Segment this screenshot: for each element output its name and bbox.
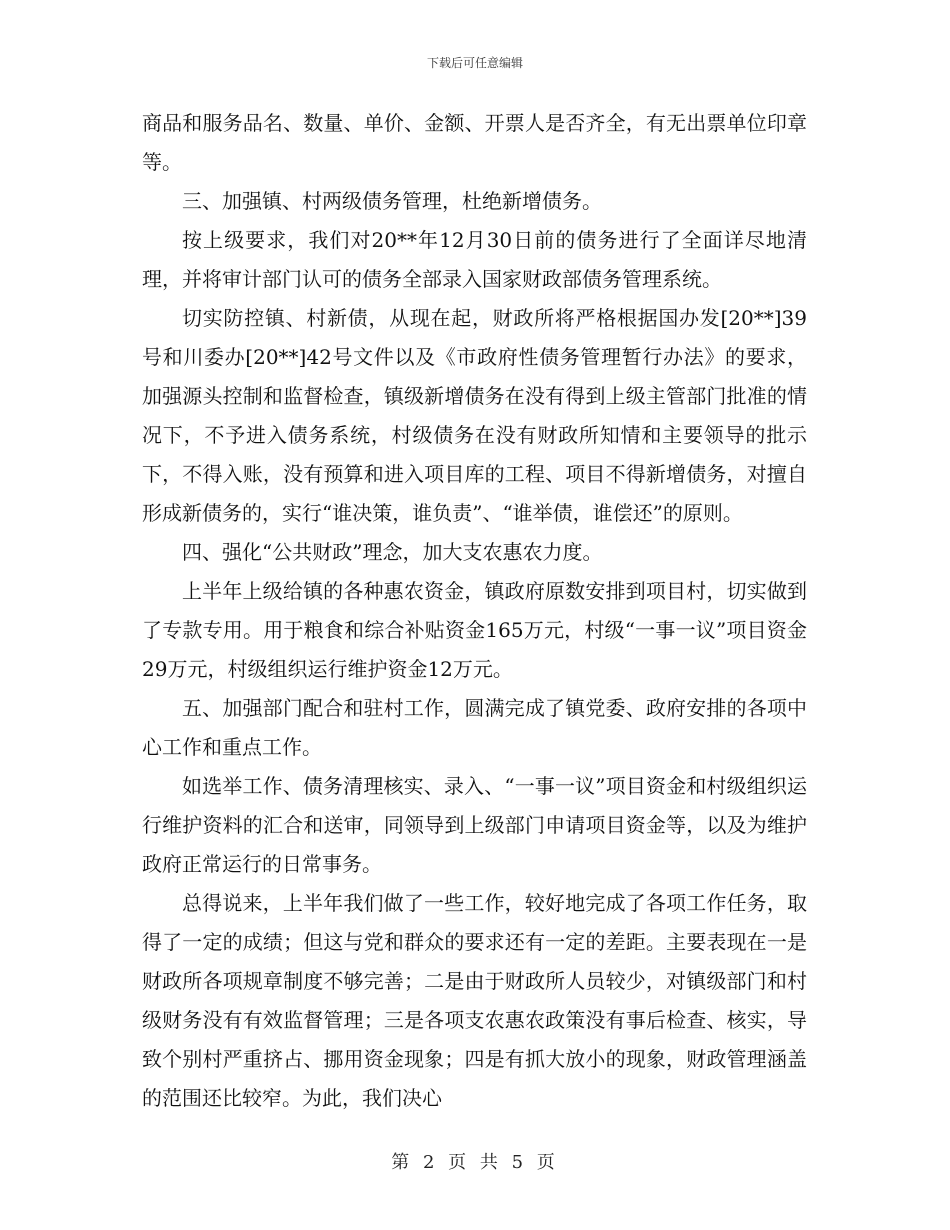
paragraph: 总得说来，上半年我们做了一些工作，较好地完成了各项工作任务，取得了一定的成绩；但这与党和群众的要求还有一定的差距。主要表现在一是财政所各项规章制度不够完善；二是由于财政所人员较少，对镇级部门和村级财务没有有效监督管理；三是各项支农惠农政策没有事后检查、核实，导致个别村严重挤占、挪用资金现象；四是有抓大放小的现象，财政管理涵盖的范围还比较窄。为此，我们决心: [142, 891, 807, 1110]
document-body: [142, 104, 807, 1118]
paragraph: 按上级要求，我们对20**年12月30日前的债务进行了全面详尽地清理，并将审计部门认可的债务全部录入国家财政部债务管理系统。: [142, 228, 807, 291]
paragraph: 上半年上级给镇的各种惠农资金，镇政府原数安排到项目村，切实做到了专款专用。用于粮食和综合补贴资金165万元，村级“一事一议”项目资金29万元，村级组织运行维护资金12万元。: [142, 579, 807, 681]
section-heading-5: 五、加强部门配合和驻村工作，圆满完成了镇党委、政府安排的各项中心工作和重点工作。: [142, 696, 807, 759]
paragraph: 如选举工作、债务清理核实、录入、“一事一议”项目资金和村级组织运行维护资料的汇合和送审，同领导到上级部门申请项目资金等，以及为维护政府正常运行的日常事务。: [142, 774, 807, 876]
page-header: 下载后可任意编辑: [426, 56, 523, 70]
section-heading-4: 四、强化“公共财政”理念，加大支农惠农力度。: [182, 540, 603, 564]
page-footer: 第 2 页 共 5 页: [391, 1152, 559, 1173]
paragraph: 切实防控镇、村新债，从现在起，财政所将严格根据国办发[20**]39号和川委办[20**]42号文件以及《市政府性债务管理暂行办法》的要求，加强源头控制和监督检查，镇级新增债务在没有得到上级主管部门批准的情况下，不予进入债务系统，村级债务在没有财政所知情和主要领导的批示下，不得入账，没有预算和进入项目库的工程、项目不得新增债务，对擅自形成新债务的，实行“谁决策，谁负责”、“谁举债，谁偿还”的原则。: [142, 306, 807, 525]
section-heading-3: 三、加强镇、村两级债务管理，杜绝新增债务。: [182, 189, 602, 213]
paragraph-continuation: 商品和服务品名、数量、单价、金额、开票人是否齐全，有无出票单位印章等。: [142, 111, 807, 174]
